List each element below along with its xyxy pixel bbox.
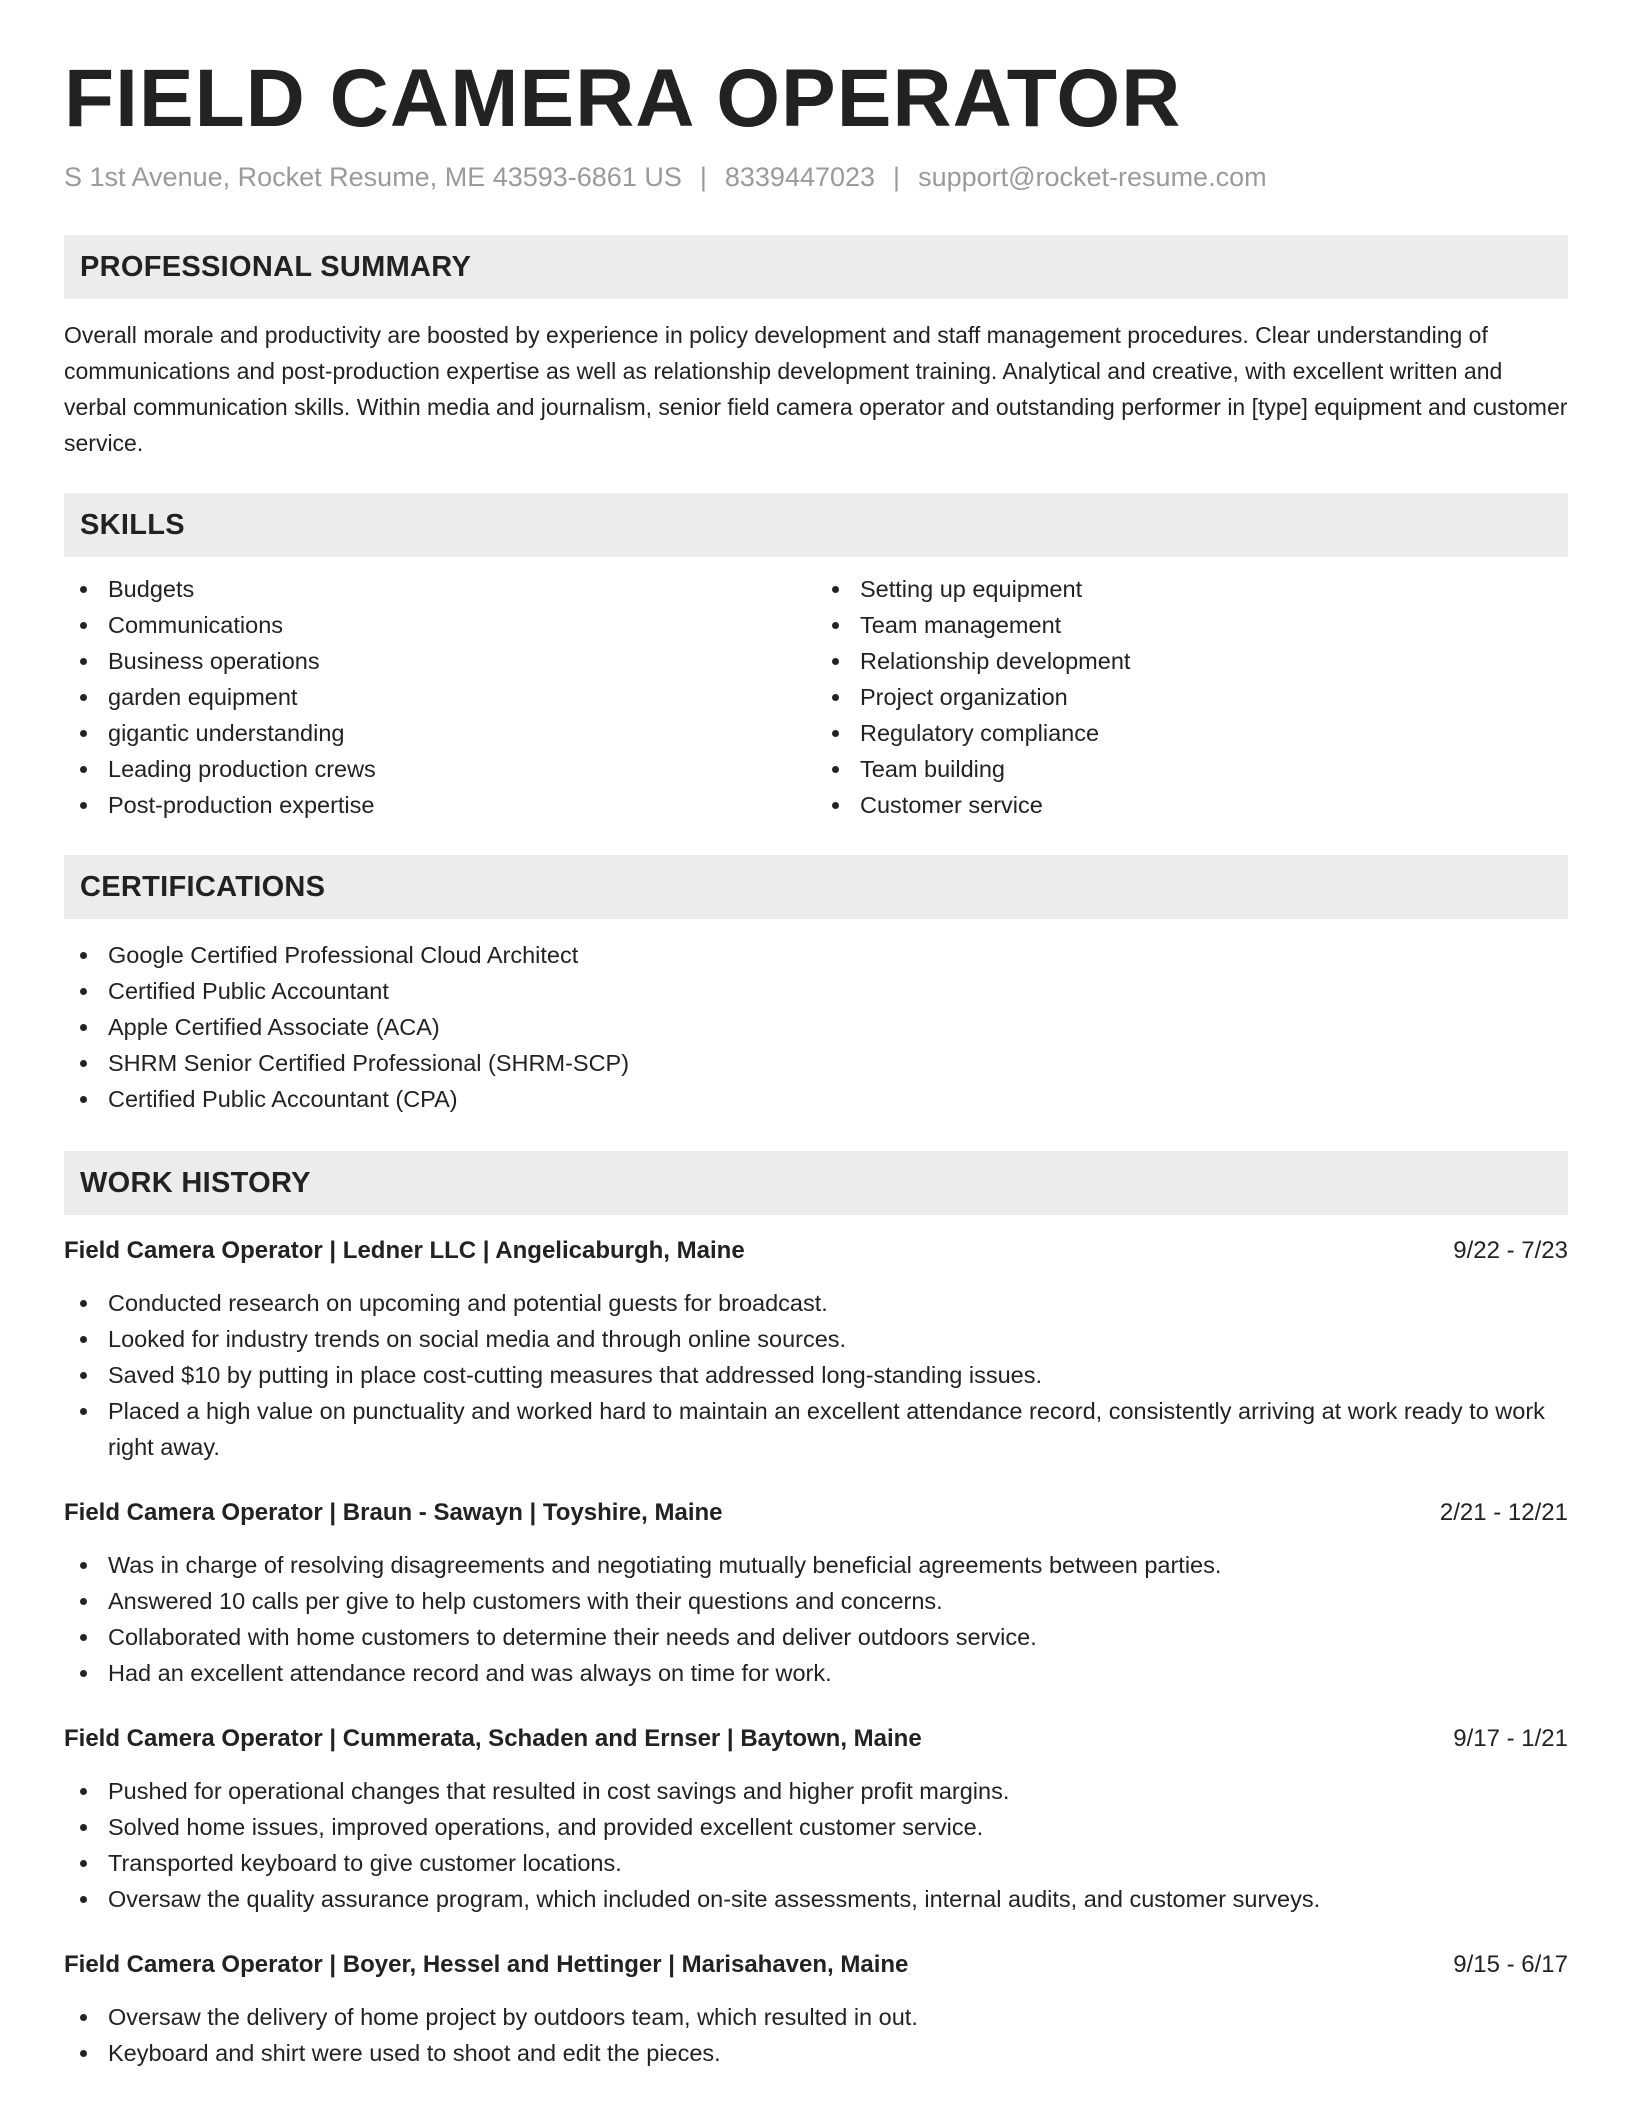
job-entry [64,1495,1568,1691]
job-bullets [64,1285,1568,1465]
candidate-name: FIELD CAMERA OPERATOR [64,53,1182,144]
certification-item: Certified Public Accountant (CPA) [64,1081,1568,1117]
skill-item: Team building [816,751,1568,787]
skill-item: Business operations [64,643,816,679]
job-bullets [64,1999,1568,2071]
job-dates: 9/15 - 6/17 [1453,1951,1568,1979]
job-header [64,1233,1568,1269]
skill-item: garden equipment [64,679,816,715]
job-bullet: Oversaw the delivery of home project by outdoors team, which resulted in out. [64,1999,1568,2035]
contact-line [64,160,1568,195]
skills-section [64,493,1568,823]
job-dates: 2/21 - 12/21 [1439,1499,1568,1527]
job-dates: 9/22 - 7/23 [1453,1237,1568,1265]
certification-item: SHRM Senior Certified Professional (SHRM-SCP) [64,1045,1568,1081]
skill-item: Relationship development [816,643,1568,679]
job-dates: 9/17 - 1/21 [1453,1725,1568,1753]
job-header [64,1947,1568,1983]
skill-item: Post-production expertise [64,787,816,823]
skill-item: Regulatory compliance [816,715,1568,751]
job-bullet: Conducted research on upcoming and potential guests for broadcast. [64,1285,1568,1321]
skill-item: Project organization [816,679,1568,715]
summary-heading: PROFESSIONAL SUMMARY [64,235,1568,299]
job-bullets [64,1547,1568,1691]
summary-text: Overall morale and productivity are boosted by experience in policy development and staff management procedures. Clear understanding of communications and post-production expertise as well as relationship development training. Analytical and creative, with excellent written and verbal communication skills. Within media and journalism, senior field camera operator and outstanding performer in [type] equipment and customer service. [64,322,1568,457]
job-bullet: Pushed for operational changes that resulted in cost savings and higher profit margins. [64,1773,1568,1809]
contact-address: S 1st Avenue, Rocket Resume, ME 43593-6861 US [64,162,682,193]
job-bullet: Answered 10 calls per give to help customers with their questions and concerns. [64,1583,1568,1619]
job-title: Field Camera Operator | Braun - Sawayn | Toyshire, Maine [64,1499,723,1527]
job-bullet: Was in charge of resolving disagreements and negotiating mutually beneficial agreements between parties. [64,1547,1568,1583]
skill-item: Setting up equipment [816,571,1568,607]
contact-separator: | [893,162,901,193]
certifications-section [64,855,1568,1117]
work-history-section [64,1151,1568,2071]
job-header [64,1721,1568,1757]
certification-item: Google Certified Professional Cloud Architect [64,937,1568,973]
job-title: Field Camera Operator | Ledner LLC | Angelicaburgh, Maine [64,1237,745,1265]
skills-grid [64,557,1568,823]
work-history-heading: WORK HISTORY [64,1151,1568,1215]
skill-item: Communications [64,607,816,643]
job-bullet: Saved $10 by putting in place cost-cutting measures that addressed long-standing issues. [64,1357,1568,1393]
certifications-list [64,937,1568,1117]
summary-section [64,235,1568,461]
contact-separator: | [699,162,707,193]
skill-item: Team management [816,607,1568,643]
skill-item: gigantic understanding [64,715,816,751]
certification-item: Apple Certified Associate (ACA) [64,1009,1568,1045]
job-bullets [64,1773,1568,1917]
job-entry [64,1947,1568,2071]
job-bullet: Placed a high value on punctuality and worked hard to maintain an excellent attendance record, consistently arriving at work ready to work right away. [64,1393,1568,1465]
contact-email: support@rocket-resume.com [918,162,1267,193]
skill-item: Customer service [816,787,1568,823]
job-title: Field Camera Operator | Cummerata, Schaden and Ernser | Baytown, Maine [64,1725,922,1753]
skill-item: Budgets [64,571,816,607]
job-bullet: Looked for industry trends on social media and through online sources. [64,1321,1568,1357]
certifications-heading: CERTIFICATIONS [64,855,1568,919]
job-bullet: Transported keyboard to give customer locations. [64,1845,1568,1881]
skill-item: Leading production crews [64,751,816,787]
job-bullet: Oversaw the quality assurance program, which included on-site assessments, internal audits, and customer surveys. [64,1881,1568,1917]
skills-list-right [816,571,1568,823]
job-entry [64,1233,1568,1465]
certification-item: Certified Public Accountant [64,973,1568,1009]
job-bullet: Collaborated with home customers to determine their needs and deliver outdoors service. [64,1619,1568,1655]
job-header [64,1495,1568,1531]
contact-phone: 8339447023 [724,162,876,193]
job-bullet: Keyboard and shirt were used to shoot and edit the pieces. [64,2035,1568,2071]
job-title: Field Camera Operator | Boyer, Hessel and Hettinger | Marisahaven, Maine [64,1951,909,1979]
job-bullet: Solved home issues, improved operations, and provided excellent customer service. [64,1809,1568,1845]
skills-list-left [64,571,816,823]
job-entry [64,1721,1568,1917]
skills-heading: SKILLS [64,493,1568,557]
job-bullet: Had an excellent attendance record and was always on time for work. [64,1655,1568,1691]
